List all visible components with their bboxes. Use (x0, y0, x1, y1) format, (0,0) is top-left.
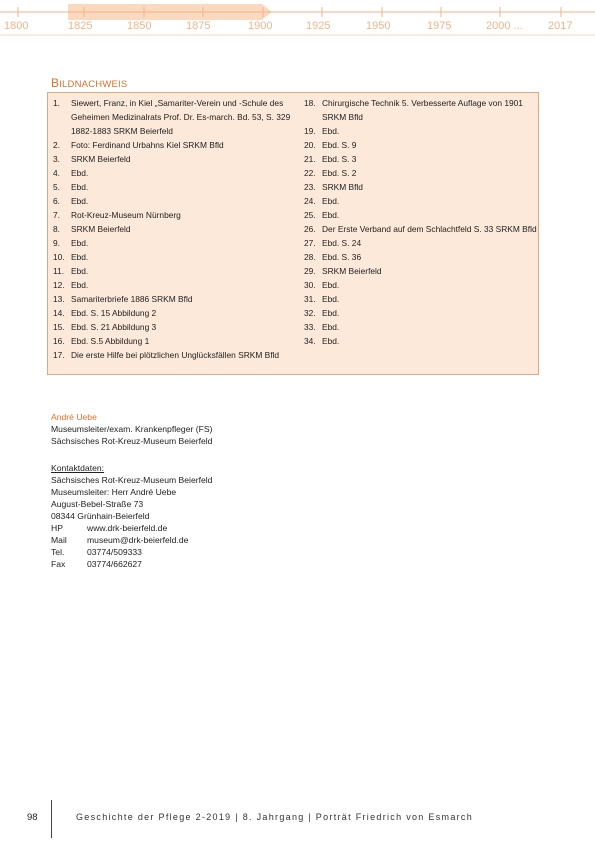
source-number: 19. (304, 126, 316, 136)
source-number: 10. (53, 252, 65, 262)
source-text: Ebd. (71, 182, 89, 192)
footer-divider (51, 800, 52, 838)
source-text: Ebd. (322, 126, 340, 136)
source-number: 3. (53, 154, 60, 164)
homepage-link[interactable]: www.drk-beierfeld.de (87, 523, 168, 533)
source-number: 22. (304, 168, 316, 178)
phone-number: 03774/509333 (87, 547, 142, 557)
author-institution: Sächsisches Rot-Kreuz-Museum Beierfeld (51, 436, 213, 446)
source-item (304, 334, 540, 348)
source-number: 30. (304, 280, 316, 290)
source-number: 34. (304, 336, 316, 346)
timeline-label: 1975 (427, 20, 452, 32)
source-item (53, 334, 298, 348)
source-text: Ebd. (71, 238, 89, 248)
source-text: Ebd. S. 36 (322, 252, 362, 262)
timeline-header (0, 0, 595, 40)
source-item (53, 292, 298, 306)
timeline-label: 1800 (4, 20, 29, 32)
source-item (304, 236, 540, 250)
timeline-label: 2017 (548, 20, 573, 32)
contact-homepage (51, 522, 212, 534)
mail-link[interactable]: museum@drk-beierfeld.de (87, 535, 189, 545)
source-text: Siewert, Franz, in Kiel „Samariter-Verein und -Schule des Geheimen Medizinalrats Prof. Dr. Es-march. Bd. 53, S. 329 1882-1883 SRKM Beierfeld (71, 98, 291, 136)
source-item (304, 194, 540, 208)
author-name: André Uebe (51, 412, 97, 422)
contact-line: 08344 Grünhain-Beierfeld (51, 511, 150, 521)
source-item (304, 152, 540, 166)
source-number: 4. (53, 168, 60, 178)
source-number: 1. (53, 98, 60, 108)
source-number: 29. (304, 266, 316, 276)
timeline-label: 1850 (127, 20, 152, 32)
source-item (53, 236, 298, 250)
source-item (53, 250, 298, 264)
source-item (53, 166, 298, 180)
source-number: 24. (304, 196, 316, 206)
source-number: 11. (53, 266, 65, 276)
source-number: 17. (53, 350, 65, 360)
source-text: SRKM Beierfeld (322, 266, 382, 276)
source-number: 2. (53, 140, 60, 150)
source-item (304, 180, 540, 194)
source-text: Samariterbriefe 1886 SRKM Bfld (71, 294, 193, 304)
source-text: Ebd. S. 9 (322, 140, 357, 150)
heading-initial: B (51, 76, 60, 90)
source-item (304, 96, 540, 124)
source-text: Ebd. S.5 Abbildung 1 (71, 336, 150, 346)
source-item (304, 222, 540, 236)
source-item (304, 208, 540, 222)
contact-line: Museumsleiter: Herr André Uebe (51, 487, 177, 497)
source-number: 7. (53, 210, 60, 220)
source-number: 15. (53, 322, 65, 332)
source-text: Foto: Ferdinand Urbahns Kiel SRKM Bfld (71, 140, 224, 150)
source-text: Ebd. (71, 168, 89, 178)
footer-publication-info: Geschichte der Pflege 2-2019 | 8. Jahrgang | Porträt Friedrich von Esmarch (76, 812, 474, 822)
source-text: Ebd. S. 24 (322, 238, 362, 248)
source-number: 21. (304, 154, 316, 164)
source-text: Ebd. S. 21 Abbildung 3 (71, 322, 157, 332)
source-text: Ebd. (322, 336, 340, 346)
source-text: Ebd. S. 15 Abbildung 2 (71, 308, 157, 318)
sources-column-left (53, 96, 298, 362)
source-number: 8. (53, 224, 60, 234)
source-item (304, 264, 540, 278)
source-number: 27. (304, 238, 316, 248)
source-item (53, 222, 298, 236)
source-item (53, 264, 298, 278)
author-role: Museumsleiter/exam. Krankenpfleger (FS) (51, 424, 213, 434)
source-item (53, 138, 298, 152)
source-number: 6. (53, 196, 60, 206)
source-item (304, 166, 540, 180)
source-item (304, 306, 540, 320)
source-text: Ebd. (71, 266, 89, 276)
source-item (53, 320, 298, 334)
source-text: Ebd. S. 3 (322, 154, 357, 164)
contact-title: Kontaktdaten: (51, 463, 105, 473)
contact-field-key: Tel. (51, 547, 65, 557)
page-number: 98 (27, 812, 38, 823)
source-text: Ebd. (322, 196, 340, 206)
timeline-label: 1825 (68, 20, 93, 32)
contact-line: Sächsisches Rot-Kreuz-Museum Beierfeld (51, 475, 213, 485)
source-text: Ebd. (322, 308, 340, 318)
timeline-label: 1900 (248, 20, 273, 32)
source-number: 13. (53, 294, 65, 304)
heading-rest: ILDNACHWEIS (59, 79, 128, 90)
source-item (304, 250, 540, 264)
source-number: 18. (304, 98, 316, 108)
source-number: 31. (304, 294, 316, 304)
source-number: 5. (53, 182, 60, 192)
contact-fax (51, 558, 212, 570)
source-text: Rot-Kreuz-Museum Nürnberg (71, 210, 181, 220)
source-number: 16. (53, 336, 65, 346)
source-item (304, 292, 540, 306)
source-text: Ebd. (322, 294, 340, 304)
contact-mail (51, 534, 212, 546)
source-number: 9. (53, 238, 60, 248)
source-text: Ebd. S. 2 (322, 168, 357, 178)
timeline-label: 1925 (306, 20, 331, 32)
source-item (53, 180, 298, 194)
source-number: 28. (304, 252, 316, 262)
contact-field-key: Fax (51, 559, 66, 569)
source-number: 25. (304, 210, 316, 220)
source-number: 26. (304, 224, 316, 234)
timeline-label: 1875 (186, 20, 211, 32)
timeline-label: 2000 ... (486, 20, 523, 32)
source-text: Der Erste Verband auf dem Schlachtfeld S. 33 SRKM Bfld (322, 224, 537, 234)
source-item (304, 278, 540, 292)
source-item (304, 124, 540, 138)
source-number: 12. (53, 280, 65, 290)
source-number: 14. (53, 308, 65, 318)
timeline-label: 1950 (366, 20, 391, 32)
source-item (53, 278, 298, 292)
source-text: SRKM Bfld (322, 182, 363, 192)
author-block (51, 411, 212, 447)
source-text: Ebd. (322, 280, 340, 290)
image-sources-box (47, 92, 539, 375)
source-text: Ebd. (71, 196, 89, 206)
contact-block (51, 462, 212, 570)
source-text: Ebd. (322, 322, 340, 332)
source-item (53, 96, 298, 138)
source-item (53, 348, 298, 362)
contact-phone (51, 546, 212, 558)
source-text: Ebd. (71, 252, 89, 262)
contact-line: August-Bebel-Straße 73 (51, 499, 144, 509)
source-text: SRKM Beierfeld (71, 224, 131, 234)
contact-field-key: HP (51, 523, 63, 533)
source-number: 32. (304, 308, 316, 318)
source-number: 33. (304, 322, 316, 332)
fax-number: 03774/662627 (87, 559, 142, 569)
section-heading (51, 74, 127, 92)
source-item (304, 138, 540, 152)
source-item (304, 320, 540, 334)
source-text: Ebd. (71, 280, 89, 290)
source-text: SRKM Beierfeld (71, 154, 131, 164)
source-item (53, 208, 298, 222)
page-footer (0, 800, 595, 842)
contact-field-key: Mail (51, 535, 67, 545)
source-item (53, 194, 298, 208)
sources-column-right (304, 96, 540, 348)
source-number: 20. (304, 140, 316, 150)
source-item (53, 306, 298, 320)
source-item (53, 152, 298, 166)
source-text: Chirurgische Technik 5. Verbesserte Auflage von 1901 SRKM Bfld (322, 98, 523, 122)
source-number: 23. (304, 182, 316, 192)
source-text: Ebd. (322, 210, 340, 220)
source-text: Die erste Hilfe bei plötzlichen Unglücksfällen SRKM Bfld (71, 350, 280, 360)
